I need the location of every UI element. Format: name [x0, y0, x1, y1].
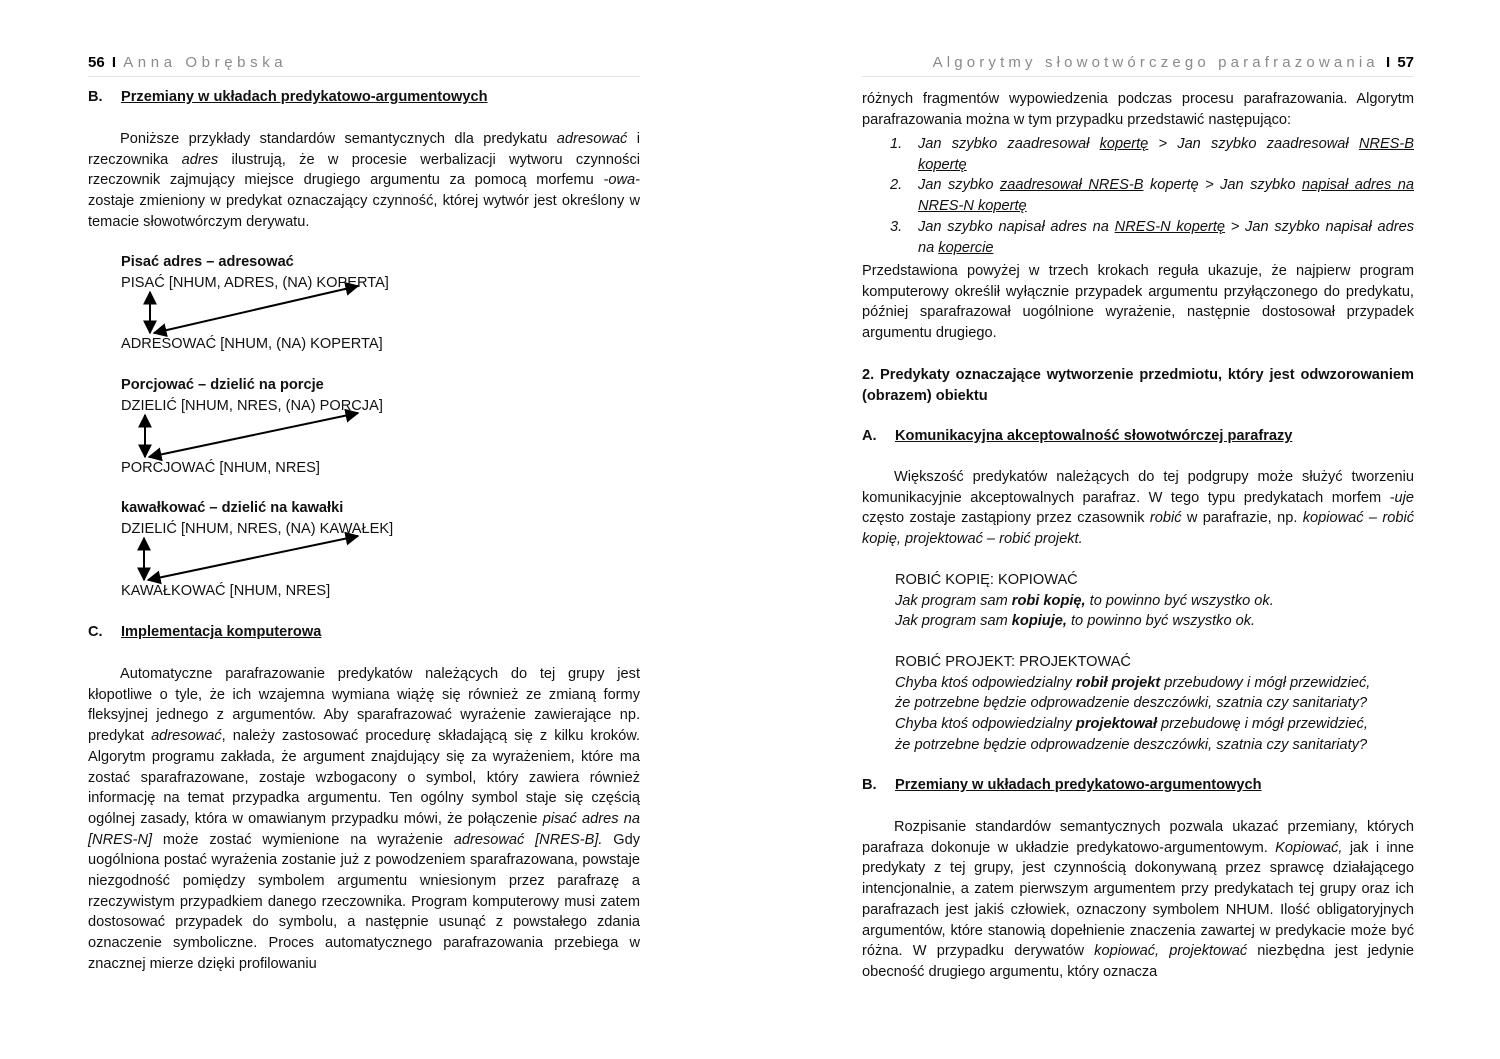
- example-line: Chyba ktoś odpowiedzialny robił projekt przebudowy i mógł przewidzieć,: [895, 674, 1371, 691]
- example-line: Jak program sam robi kopię, to powinno być wszystko ok.: [895, 592, 1274, 609]
- header-separator: I: [1385, 54, 1391, 71]
- section-title: Przemiany w układach predykatowo-argumentowych: [121, 89, 488, 105]
- section-letter: A.: [862, 428, 877, 444]
- example-1-bottom-frame: ADRESOWAĆ [NHUM, (NA) KOPERTA]: [121, 336, 383, 352]
- header-separator: I: [111, 54, 117, 71]
- section-title: Implementacja komputerowa: [121, 624, 322, 640]
- example-3-bottom-frame: KAWAŁKOWAĆ [NHUM, NRES]: [121, 583, 331, 599]
- example-2-bottom-frame: PORCJOWAĆ [NHUM, NRES]: [121, 460, 320, 476]
- example-kopia: [895, 570, 1414, 632]
- running-title: Algorytmy słowotwórczego parafrazowania: [932, 54, 1379, 71]
- section-heading-a: [862, 428, 1292, 444]
- arrow-2-diagonal: [149, 413, 358, 457]
- algorithm-step: 3. Jan szybko napisał adres na NRES-N kopertę > Jan szybko napisał adres na kopercie: [890, 218, 1414, 256]
- page-number: 56: [88, 54, 105, 71]
- example-top-frame: DZIELIĆ [NHUM, NRES, (NA) KAWAŁEK]: [121, 520, 394, 537]
- running-title: Anna Obrębska: [123, 54, 288, 71]
- paragraph-a: Większość predykatów należących do tej podgrupy może służyć tworzeniu komunikacyjnie akceptowalnych parafraz. W tego typu predykatach morfem -uje często zostaje zastąpiony przez czasownik robić w parafrazie, np. kopiować – robić kopię, projektować – robić projekt.: [862, 469, 1414, 548]
- example-title: Pisać adres – adresować: [121, 254, 294, 270]
- example-head: ROBIĆ KOPIĘ: KOPIOWAĆ: [895, 572, 1078, 588]
- example-title: Porcjować – dzielić na porcje: [121, 377, 324, 393]
- summary-paragraph: Przedstawiona powyżej w trzech krokach reguła ukazuje, że najpierw program komputerowy określił wyłącznie przypadek argumentu przyłączonego do predykatu, później sparafrazował uogólnione wyrażenie, następnie dostosował przypadek argumentu drugiego.: [862, 263, 1414, 342]
- right-page: [862, 0, 1414, 1059]
- example-head: ROBIĆ PROJEKT: PROJEKTOWAĆ: [895, 654, 1131, 670]
- algorithm-step: 2. Jan szybko zaadresował NRES-B kopertę > Jan szybko napisał adres na NRES-N kopertę: [890, 177, 1414, 215]
- example-top-frame: DZIELIĆ [NHUM, NRES, (NA) PORCJA]: [121, 397, 383, 414]
- example-line: Chyba ktoś odpowiedzialny projektował przebudowę i mógł przewidzieć,: [895, 716, 1368, 733]
- arrow-1-diagonal: [154, 286, 358, 333]
- algorithm-step: 1. Jan szybko zaadresował kopertę > Jan szybko zaadresował NRES-B kopertę: [890, 136, 1414, 173]
- example-top-frame: PISAĆ [NHUM, ADRES, (NA) KOPERTA]: [121, 274, 389, 291]
- page-header: [862, 54, 1414, 77]
- example-title: kawałkować – dzielić na kawałki: [121, 500, 344, 516]
- paragraph-b: Rozpisanie standardów semantycznych pozwala ukazać przemiany, których parafraza dokonuje w układzie predykatowo-argumentowym. Kopiować, jak i inne predykaty z tej grupy, jest czynnością dokonywaną przez sprawcę działającego intencjonalnie, a zatem pierwszym argumentem przy predykatach tej grupy oraz ich parafrazach jest jakiś człowiek, oznaczony symbolem NHUM. Ilość obligatoryjnych argumentów, które stanowią dopełnienie znaczenia zawartej w predykacie może być różna. W przypadku derywatów kopiować, projektować niezbędna jest jedynie obecność drugiego argumentu, który oznacza: [862, 819, 1414, 980]
- page-number: 57: [1397, 54, 1414, 71]
- section-letter: B.: [88, 89, 103, 105]
- implementation-paragraph: Automatyczne parafrazowanie predykatów należących do tej grupy jest kłopotliwe o tyle, że ich wzajemna wymiana wiążę się również ze zmianą formy fleksyjnej jednego z argumentów. Aby sparafrazować wyrażenie zawierające np. predykat adresować, należy zastosować procedurę składającą się z kilku kroków. Algorytm programu zakłada, że argument znajdujący się za wyrażeniem, które ma zostać sparafrazowane, zostaje wzbogacony o symbol, który zawiera również informację na temat przypadka argumentu. Ten ogólny symbol staje się częścią ogólnej zasady, która w omawianym przypadku mówi, że połączenie pisać adres na [NRES-N] może zostać wymienione na wyrażenie adresować [NRES-B]. Gdy uogólniona postać wyrażenia zostanie już z powodzeniem sparafrazowana, powstaje niezgodność pomiędzy symbolem argumentu wniesionym przez parafrazę a rzeczywistym przypadkiem danego rzeczownika. Program komputerowy musi zatem dostosować przypadek do symbolu, a następnie usunąć z powstałego zdania oznaczenie symboliczne. Proces automatycznego parafrazowania przebiega w znacznej mierze dzięki profilowaniu: [88, 666, 641, 972]
- section-title: Komunikacyjna akceptowalność słowotwórczej parafrazy: [895, 428, 1293, 444]
- section-title: Przemiany w układach predykatowo-argumentowych: [895, 777, 1262, 793]
- section-heading-b: [862, 777, 1262, 793]
- arrow-3-diagonal: [148, 536, 358, 580]
- example-projekt: [895, 652, 1414, 756]
- example-line: że potrzebne będzie odprowadzenie deszczówki, szatnia czy sanitariaty?: [895, 736, 1368, 753]
- section-letter: B.: [862, 777, 877, 793]
- algorithm-steps: [862, 134, 1414, 258]
- left-page: [88, 0, 640, 1059]
- example-line: Jak program sam kopiuje, to powinno być wszystko ok.: [895, 613, 1256, 630]
- section-heading-c: [88, 624, 321, 640]
- section-heading-2: 2. Predykaty oznaczające wytworzenie przedmiotu, który jest odwzorowaniem (obrazem) obiektu: [862, 367, 1414, 404]
- example-line: że potrzebne będzie odprowadzenie deszczówki, szatnia czy sanitariaty?: [895, 695, 1368, 712]
- continuation-paragraph: różnych fragmentów wypowiedzenia podczas procesu parafrazowania. Algorytm parafrazowania można w tym przypadku przedstawić następująco:: [862, 91, 1414, 128]
- section-letter: C.: [88, 624, 103, 640]
- intro-paragraph: Poniższe przykłady standardów semantycznych dla predykatu adresować i rzeczownika adres ilustrują, że w procesie werbalizacji wytworu czynności rzeczownik zajmujący miejsce drugiego argumentu za pomocą morfemu -owa- zostaje zmieniony w predykat oznaczający czynność, której wytwór jest określony w temacie słowotwórczym derywatu.: [88, 131, 640, 230]
